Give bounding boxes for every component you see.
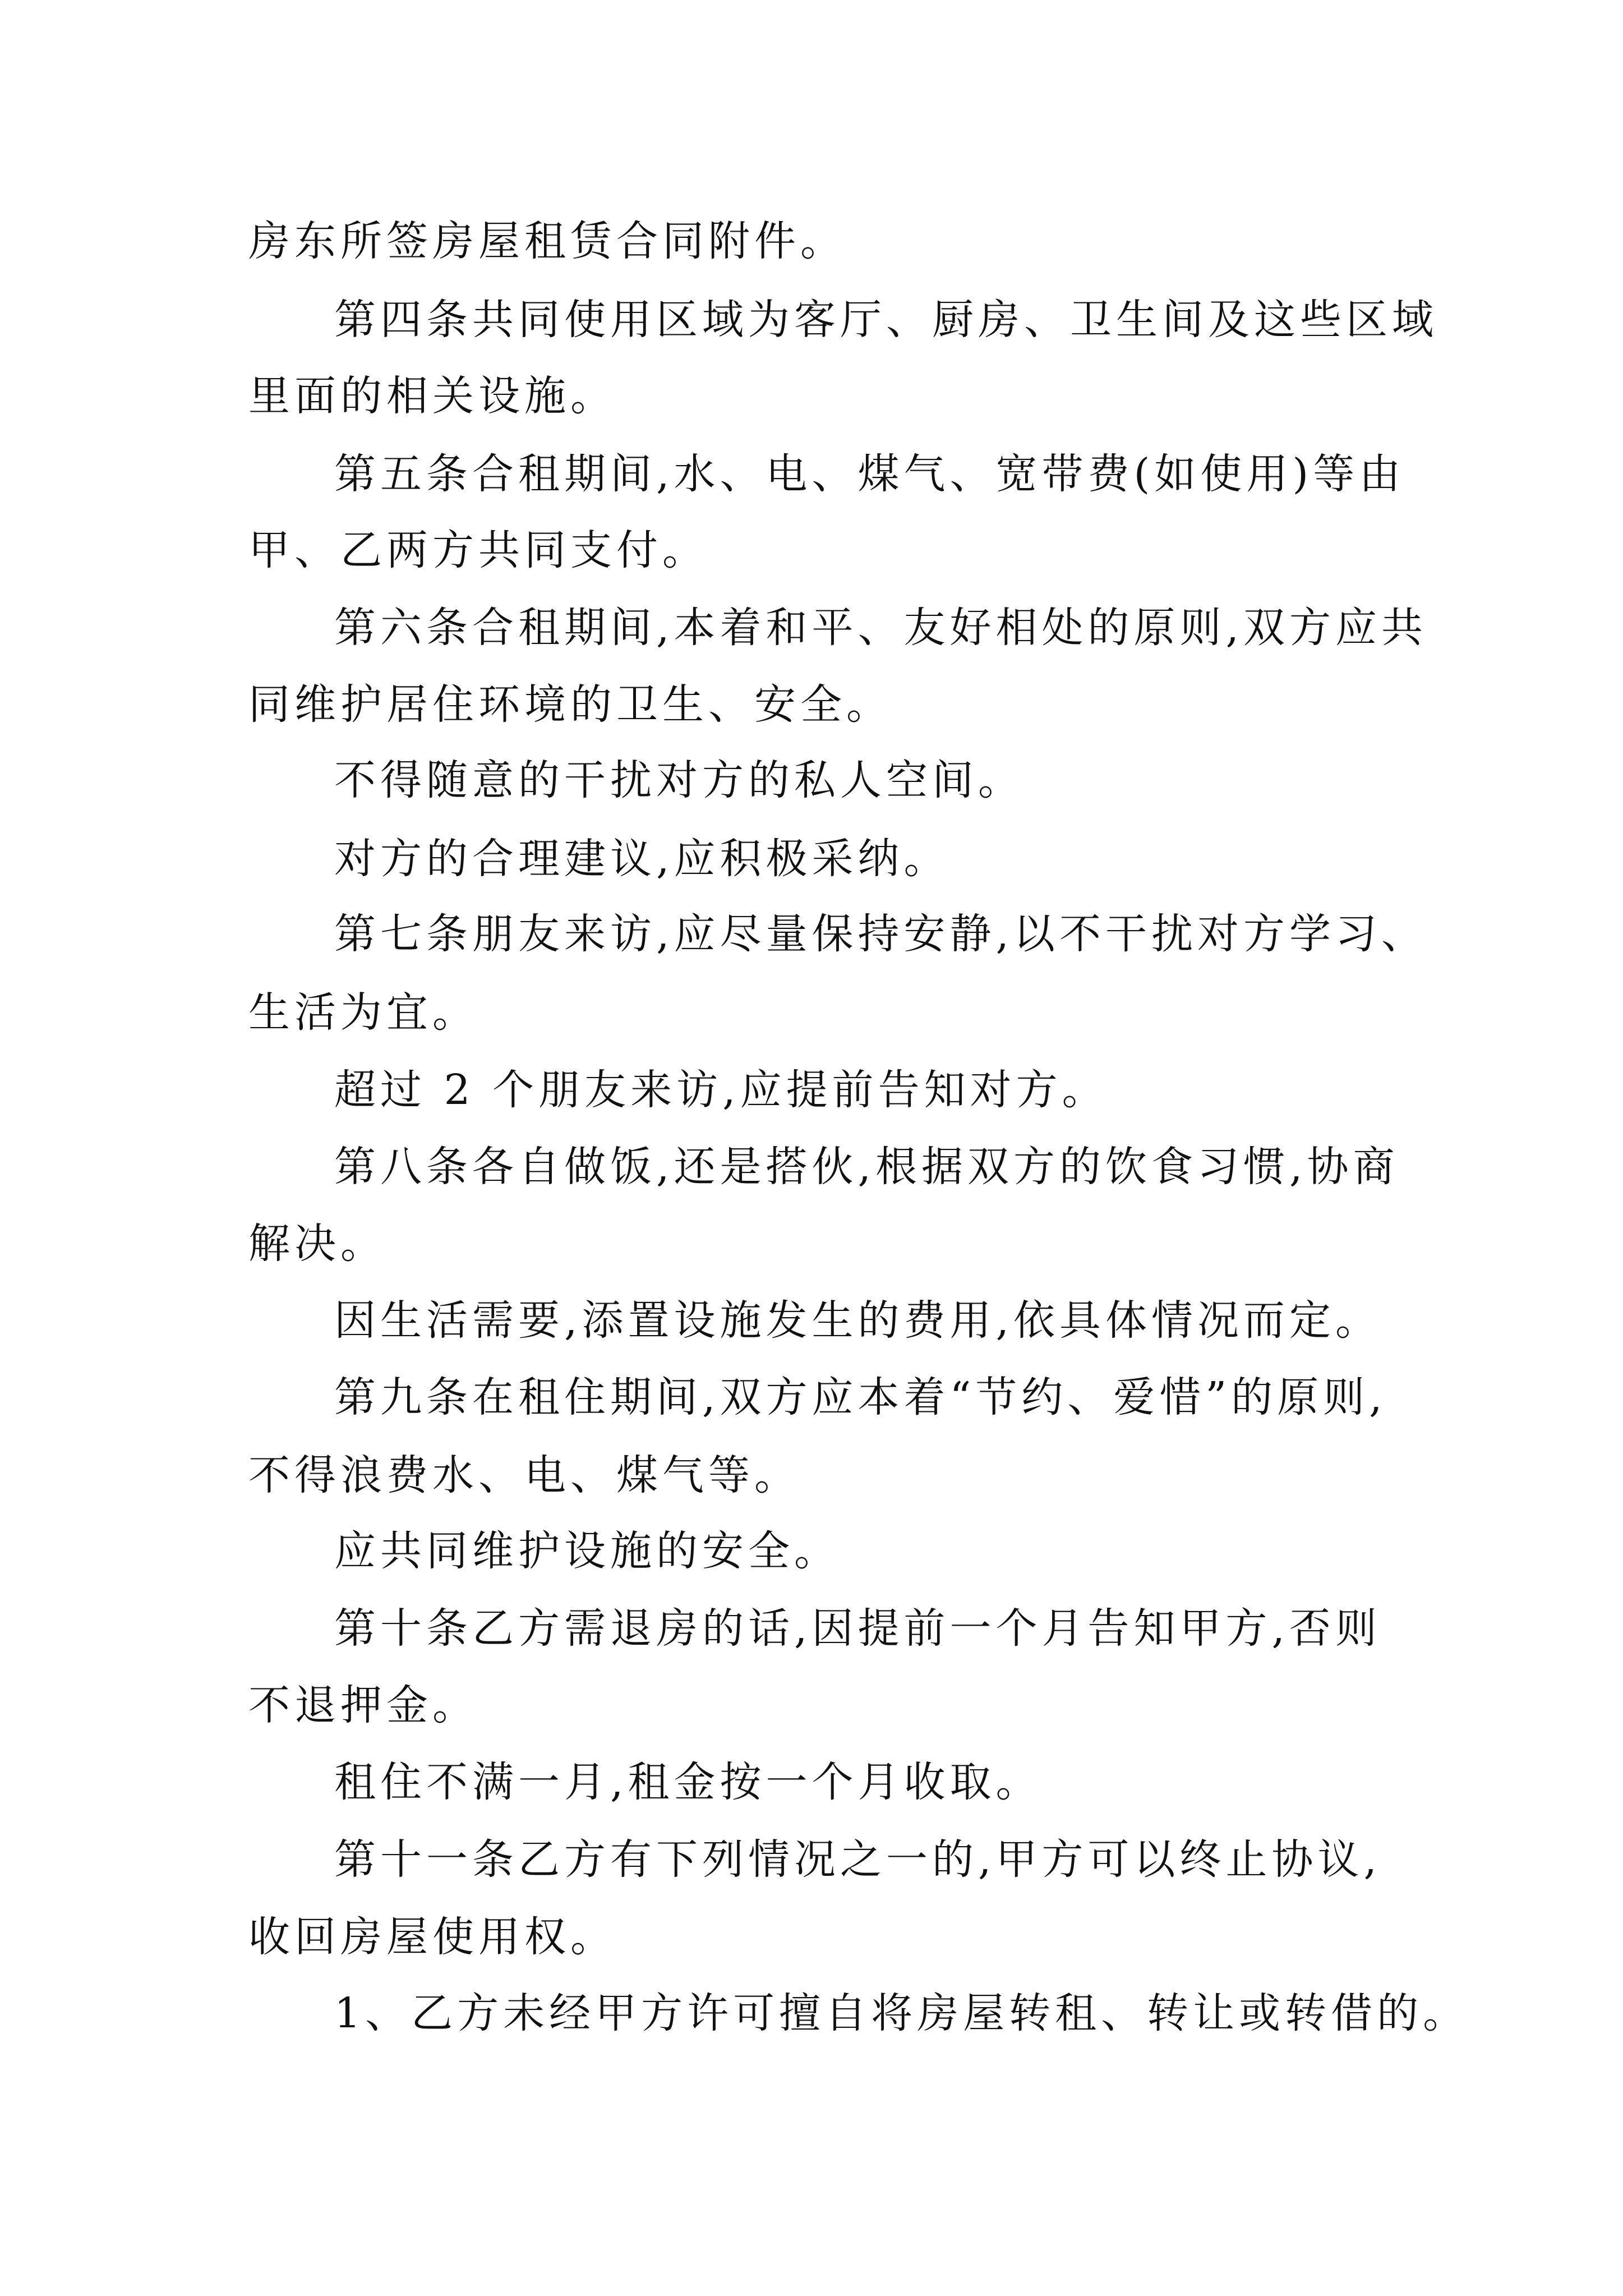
paragraph-line: 超过 2 个朋友来访,应提前告知对方。 xyxy=(334,1066,1108,1114)
text-line: 同维护居住环境的卫生、安全。 xyxy=(248,680,892,729)
text-line: 解决。 xyxy=(248,1220,386,1268)
paragraph-line: 第九条在租住期间,双方应本着“节约、爱惜”的原则, xyxy=(334,1373,1387,1421)
paragraph-line: 应共同维护设施的安全。 xyxy=(334,1527,840,1575)
paragraph-line: 第十条乙方需退房的话,因提前一个月告知甲方,否则 xyxy=(334,1604,1382,1653)
paragraph-line: 因生活需要,添置设施发生的费用,依具体情况而定。 xyxy=(334,1296,1382,1345)
paragraph-line: 租住不满一月,租金按一个月收取。 xyxy=(334,1758,1042,1806)
paragraph-line: 不得随意的干扰对方的私人空间。 xyxy=(334,756,1024,804)
paragraph-line: 第八条各自做饭,还是搭伙,根据双方的饮食习惯,协商 xyxy=(334,1143,1399,1191)
text-line: 房东所签房屋租赁合同附件。 xyxy=(248,217,846,265)
paragraph-line: 1、乙方未经甲方许可擅自将房屋转租、转让或转借的。 xyxy=(334,1989,1469,2037)
paragraph-line: 对方的合理建议,应积极采纳。 xyxy=(334,835,950,883)
paragraph-line: 第十一条乙方有下列情况之一的,甲方可以终止协议, xyxy=(334,1835,1382,1884)
text-line: 不得浪费水、电、煤气等。 xyxy=(248,1451,800,1499)
text-line: 生活为宜。 xyxy=(248,988,478,1037)
paragraph-line: 第六条合租期间,本着和平、友好相处的原则,双方应共 xyxy=(334,604,1428,652)
text-line: 收回房屋使用权。 xyxy=(248,1913,616,1961)
text-line: 不退押金。 xyxy=(248,1681,478,1729)
paragraph-line: 第七条朋友来访,应尽量保持安静,以不干扰对方学习、 xyxy=(334,910,1428,958)
paragraph-line: 第五条合租期间,水、电、煤气、宽带费(如使用)等由 xyxy=(334,450,1405,498)
text-line: 甲、乙两方共同支付。 xyxy=(248,526,708,574)
text-line: 里面的相关设施。 xyxy=(248,372,616,420)
paragraph-line: 第四条共同使用区域为客厅、厨房、卫生间及这些区域 xyxy=(334,296,1438,344)
